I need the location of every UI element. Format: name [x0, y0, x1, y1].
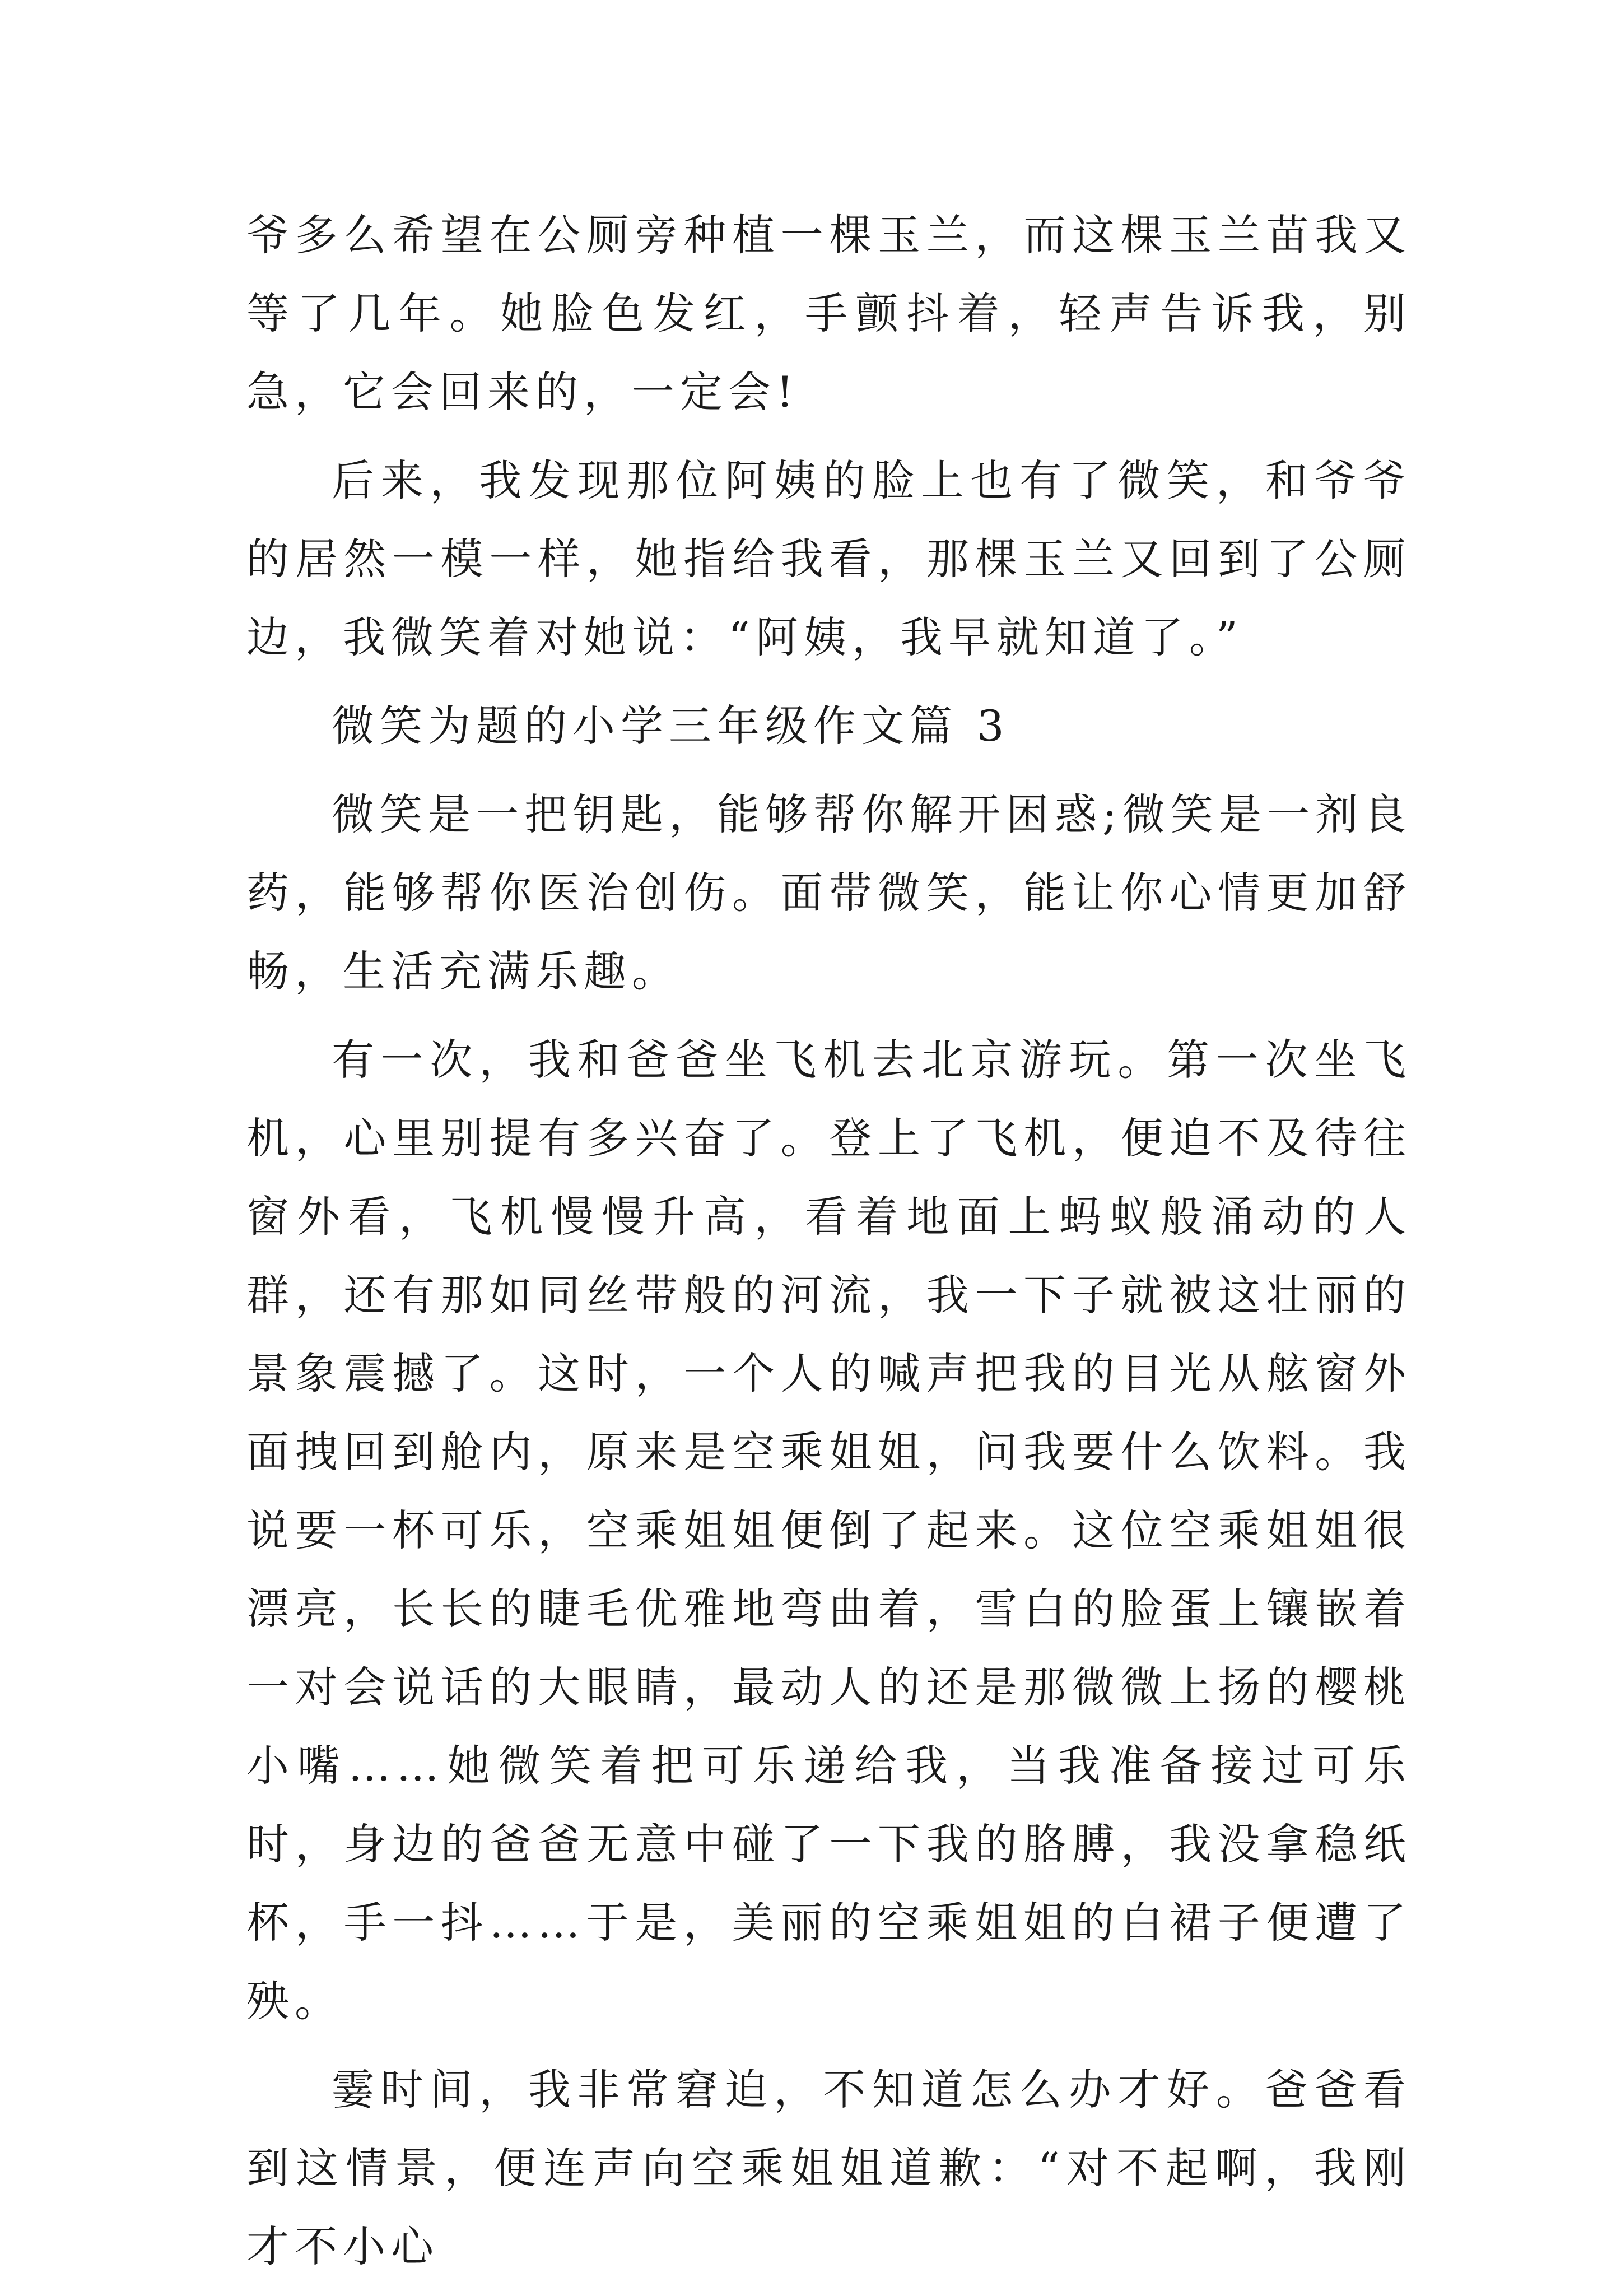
paragraph-airplane-story: 有一次，我和爸爸坐飞机去北京游玩。第一次坐飞机，心里别提有多兴奋了。登上了飞机，便迫不及待往窗外看，飞机慢慢升高，看着地面上蚂蚁般涌动的人群，还有那如同丝带般的河流，我一下子就被这壮丽的景象震撼了。这时，一个人的喊声把我的目光从舷窗外面拽回到舱内，原来是空乘姐姐，问我要什么饮料。我说要一杯可乐，空乘姐姐便倒了起来。这位空乘姐姐很漂亮，长长的睫毛优雅地弯曲着，雪白的脸蛋上镶嵌着一对会说话的大眼睛，最动人的还是那微微上扬的樱桃小嘴……她微笑着把可乐递给我，当我准备接过可乐时，身边的爸爸无意中碰了一下我的胳膊，我没拿稳纸杯，手一抖……于是，美丽的空乘姐姐的白裙子便遭了殃。	[246, 1035, 1412, 2026]
paragraph-aunt-smile: 后来，我发现那位阿姨的脸上也有了微笑，和爷爷的居然一模一样，她指给我看，那棵玉兰又回到了公厕边，我微笑着对她说：“阿姨，我早就知道了。”	[246, 456, 1412, 662]
essay-heading: 微笑为题的小学三年级作文篇 3	[332, 701, 1010, 751]
document-body	[246, 196, 1412, 2296]
paragraph-continued: 爷多么希望在公厕旁种植一棵玉兰，而这棵玉兰苗我又等了几年。她脸色发红，手颤抖着，轻声告诉我，别急，它会回来的，一定会!	[246, 210, 1412, 417]
paragraph-smile-key: 微笑是一把钥匙，能够帮你解开困惑;微笑是一剂良药，能够帮你医治创伤。面带微笑，能让你心情更加舒畅，生活充满乐趣。	[246, 789, 1412, 996]
paragraph-embarrassed: 霎时间，我非常窘迫，不知道怎么办才好。爸爸看到这情景，便连声向空乘姐姐道歉：“对不起啊，我刚才不小心	[246, 2065, 1412, 2271]
